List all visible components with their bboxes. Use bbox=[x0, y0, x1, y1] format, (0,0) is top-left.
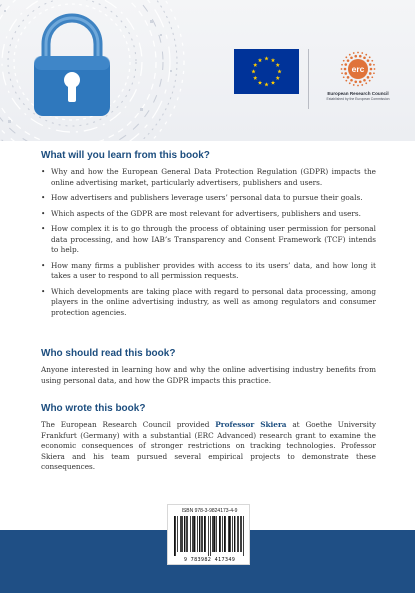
funder-logos bbox=[234, 49, 398, 111]
barcode-bar bbox=[230, 516, 231, 552]
who-wrote-text-start: The European Research Council provided bbox=[41, 420, 216, 429]
barcode-bar bbox=[241, 516, 242, 552]
erc-dot bbox=[341, 72, 343, 74]
barcode-bar bbox=[238, 516, 239, 552]
erc-dot bbox=[354, 81, 357, 84]
bullet-icon: • bbox=[41, 224, 46, 233]
erc-dot bbox=[369, 72, 372, 75]
barcode-bar bbox=[214, 516, 215, 552]
erc-logo bbox=[318, 49, 398, 101]
list-item bbox=[41, 224, 376, 256]
list-item-text: How many firms a publisher provides with access to its users’ data, and how long it takes a user to respond to all permission requests. bbox=[51, 260, 376, 280]
list-item-text: How complex it is to go through the process of obtaining user permission for personal data processing, and how IAB’s Transparency and Consent Framework (TCF) intends to help. bbox=[51, 224, 376, 254]
barcode-bar bbox=[184, 516, 185, 552]
barcode-bar bbox=[175, 516, 176, 556]
erc-dot bbox=[371, 76, 373, 78]
erc-dot bbox=[350, 56, 353, 59]
erc-dot bbox=[365, 54, 367, 56]
erc-dot bbox=[341, 64, 343, 66]
barcode-bar bbox=[216, 516, 217, 552]
erc-dot bbox=[344, 72, 347, 75]
barcode-bar bbox=[232, 516, 233, 552]
padlock-icon bbox=[0, 0, 200, 141]
erc-dot bbox=[361, 84, 363, 86]
barcode-bar bbox=[199, 516, 200, 552]
barcode-bar bbox=[182, 516, 183, 552]
barcode-bar bbox=[210, 516, 211, 556]
erc-dot bbox=[341, 68, 343, 70]
erc-dot bbox=[349, 54, 351, 56]
erc-dot bbox=[359, 81, 362, 84]
barcode-label bbox=[167, 504, 250, 565]
erc-dot bbox=[347, 76, 350, 79]
barcode-digits: 9 783982 417349 bbox=[183, 557, 236, 563]
bullet-icon: • bbox=[41, 286, 46, 296]
barcode-bar bbox=[225, 516, 226, 552]
learn-list bbox=[41, 167, 376, 323]
erc-dot bbox=[373, 72, 375, 74]
erc-name: European Research Council bbox=[327, 91, 389, 96]
barcode-bar bbox=[213, 516, 214, 552]
barcode-bar bbox=[228, 516, 229, 552]
erc-dot bbox=[343, 60, 345, 62]
list-item-text: How advertisers and publishers leverage users’ personal data to pursue their goals. bbox=[51, 193, 363, 202]
erc-dot bbox=[363, 56, 366, 59]
erc-dot bbox=[371, 60, 373, 62]
erc-mark-text: erc bbox=[351, 64, 365, 74]
erc-logo-icon bbox=[338, 49, 378, 89]
logo-divider bbox=[308, 49, 309, 109]
list-item bbox=[41, 209, 376, 220]
barcode-bar bbox=[190, 516, 191, 552]
erc-dot bbox=[369, 80, 371, 82]
barcode-icon bbox=[174, 516, 245, 556]
erc-dot bbox=[374, 68, 376, 70]
erc-dot bbox=[373, 64, 375, 66]
barcode-bar bbox=[240, 516, 241, 552]
barcode-bar bbox=[187, 516, 188, 552]
erc-subtitle: Established by the European Commission bbox=[326, 97, 390, 101]
barcode-bar bbox=[243, 516, 244, 556]
barcode-bar bbox=[237, 516, 238, 552]
erc-dot bbox=[350, 79, 353, 82]
barcode-bar bbox=[180, 516, 181, 552]
barcode-bar bbox=[197, 516, 198, 552]
erc-dot bbox=[367, 59, 370, 62]
erc-dot bbox=[370, 68, 373, 71]
bullet-icon: • bbox=[41, 208, 46, 218]
list-item-text: Which aspects of the GDPR are most relevant for advertisers, publishers and users. bbox=[51, 208, 361, 218]
top-banner bbox=[0, 0, 415, 141]
heading-learn: What will you learn from this book? bbox=[41, 150, 210, 161]
erc-dot bbox=[345, 80, 347, 82]
barcode-bar bbox=[205, 516, 206, 552]
barcode-bar bbox=[201, 516, 202, 552]
barcode-bar bbox=[208, 516, 209, 556]
barcode-bar bbox=[222, 516, 223, 552]
bullet-icon: • bbox=[41, 167, 46, 176]
erc-dot bbox=[353, 52, 355, 54]
erc-dot bbox=[354, 55, 357, 58]
list-item bbox=[41, 167, 376, 188]
bullet-icon: • bbox=[41, 260, 46, 270]
erc-dot bbox=[353, 84, 355, 86]
heading-who-wrote: Who wrote this book? bbox=[41, 403, 146, 414]
barcode-bar bbox=[192, 516, 193, 552]
erc-dot bbox=[363, 79, 366, 82]
list-item-text: Why and how the European General Data Protection Regulation (GDPR) impacts the online advertising market, particularly advertisers, publishers and users. bbox=[51, 167, 376, 187]
list-item-text: Which developments are taking place with regard to personal data processing, among players in the online advertising industry, as well as among regulators and consumer protection agencies. bbox=[51, 286, 376, 317]
bullet-icon: • bbox=[41, 193, 46, 202]
list-item bbox=[41, 261, 376, 282]
barcode-bar bbox=[234, 516, 235, 552]
erc-dot bbox=[369, 63, 372, 66]
barcode-bar bbox=[202, 516, 203, 552]
erc-dot bbox=[369, 56, 371, 58]
erc-dot bbox=[359, 55, 362, 58]
erc-dot bbox=[349, 82, 351, 84]
heading-who-read: Who should read this book? bbox=[41, 348, 176, 359]
who-read-paragraph: Anyone interested in learning how and why the online advertising industry benefits from using personal data, and how the GDPR impacts this practice. bbox=[41, 365, 376, 385]
erc-dot bbox=[367, 76, 370, 79]
author-name: Professor Skiera bbox=[215, 420, 287, 429]
who-wrote-paragraph bbox=[41, 420, 376, 473]
eu-flag-icon bbox=[234, 49, 299, 94]
isbn-text: ISBN 978-3-9824173-4-9 bbox=[181, 508, 238, 514]
erc-dot bbox=[343, 76, 345, 78]
barcode-bar bbox=[181, 516, 182, 552]
erc-dot bbox=[365, 82, 367, 84]
barcode-bar bbox=[212, 516, 213, 552]
barcode-bar bbox=[220, 516, 221, 552]
barcode-bar bbox=[193, 516, 194, 552]
barcode-bar bbox=[186, 516, 187, 552]
list-item bbox=[41, 287, 376, 319]
who-wrote-text-end: at Goethe University Frankfurt (Germany) with a substantial (ERC Advanced) research grant to examine the economic consequences of stronger restrictions on tracking technologies. Professor Skiera and his team pursued several empirical projects to demonstrate these consequences. bbox=[41, 420, 376, 471]
barcode-bar bbox=[177, 516, 178, 552]
erc-dot bbox=[344, 63, 347, 66]
list-item bbox=[41, 193, 376, 204]
erc-dot bbox=[357, 85, 359, 87]
barcode-bar bbox=[194, 516, 195, 552]
erc-dot bbox=[361, 52, 363, 54]
erc-dot bbox=[347, 59, 350, 62]
erc-dot bbox=[357, 52, 359, 54]
erc-dot bbox=[344, 68, 347, 71]
erc-dot bbox=[345, 56, 347, 58]
